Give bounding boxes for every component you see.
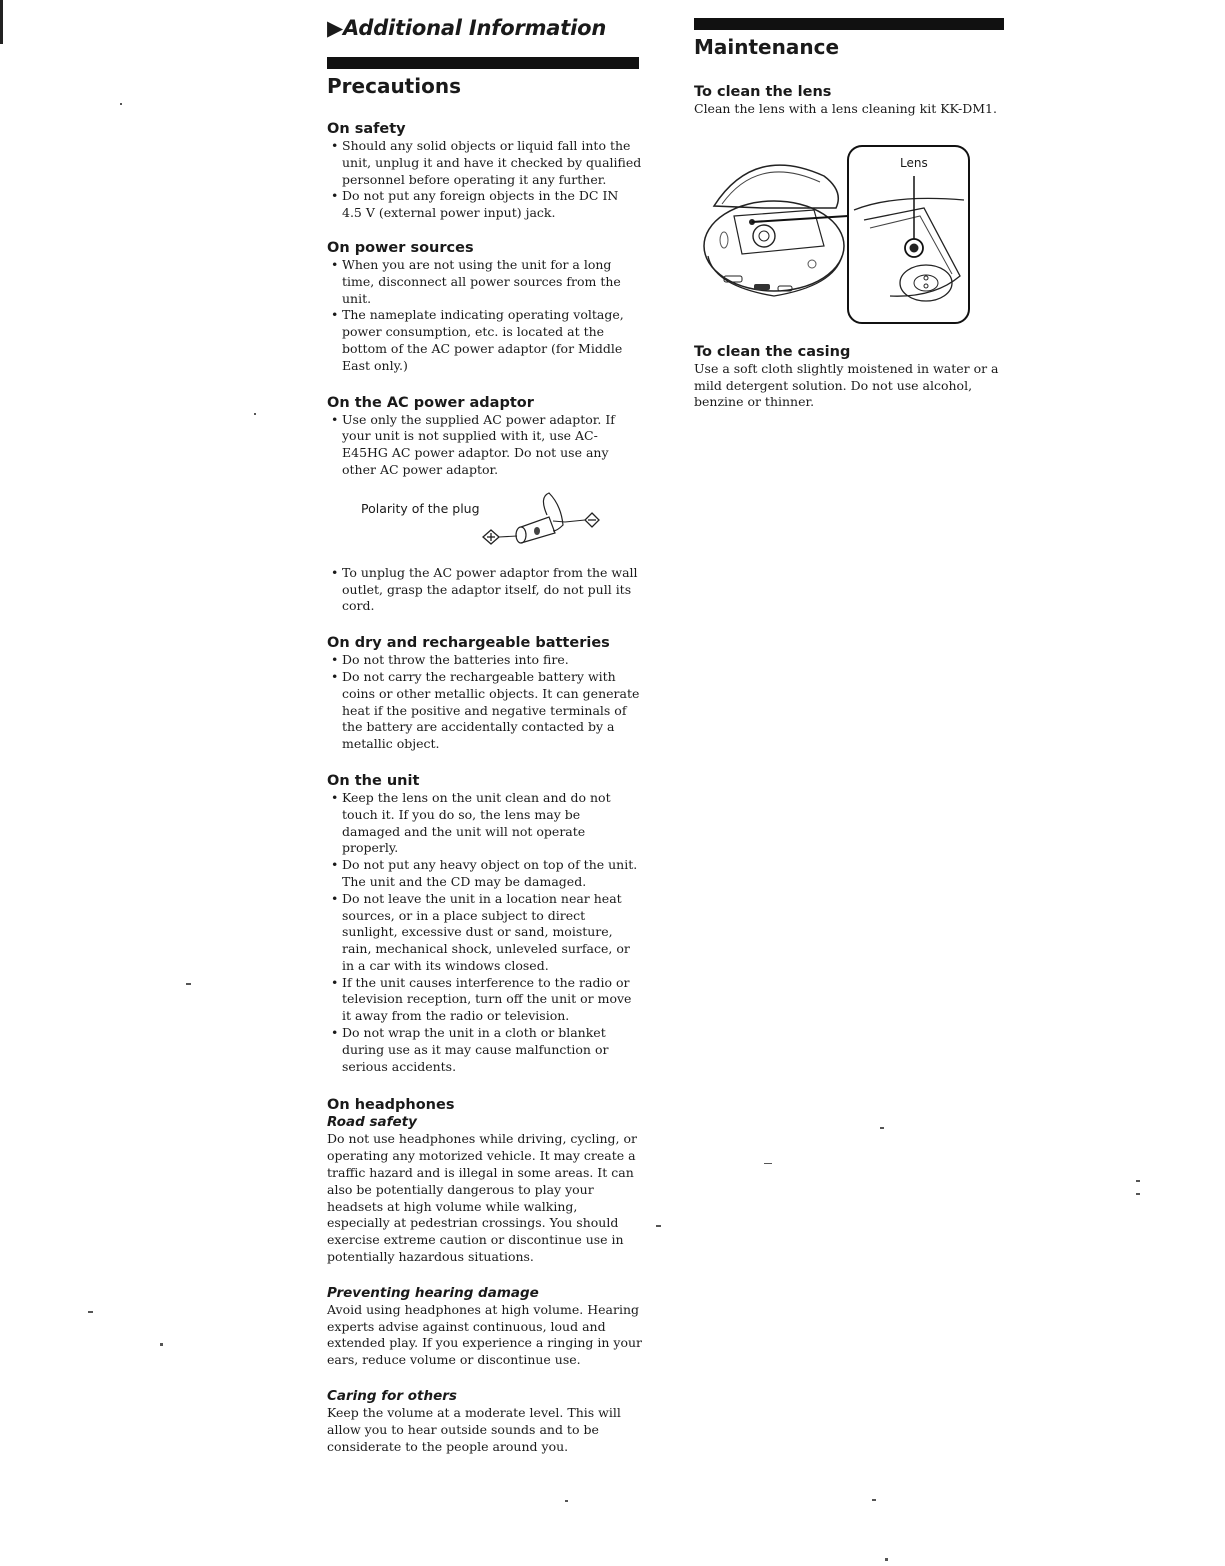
list-item: • If the unit causes interference to the radio or television reception, turn off the unit or move it away from the radio or television. <box>327 975 642 1025</box>
list-item: • Do not carry the rechargeable battery with coins or other metallic objects. It can generate heat if the positive and negative terminals of the battery are accidentally contacted by a metallic object. <box>327 669 642 753</box>
heading-rule <box>327 57 639 69</box>
page-heading-maintenance: Maintenance <box>694 35 840 59</box>
bullet-list <box>327 138 642 222</box>
list-item: • The nameplate indicating operating voltage, power consumption, etc. is located at the bottom of the AC power adaptor (for Middle East only.) <box>327 307 642 374</box>
bullet-list <box>327 565 642 615</box>
scan-speck <box>120 103 122 105</box>
section-heading: To clean the lens <box>694 84 832 100</box>
bullet-list <box>327 412 642 479</box>
list-item: • Should any solid objects or liquid fall into the unit, unplug it and have it checked by qualified personnel before operating it any further. <box>327 138 642 188</box>
clean-lens-text: Clean the lens with a lens cleaning kit KK-DM1. <box>694 101 997 116</box>
scan-speck <box>1136 1193 1140 1195</box>
bullet-list <box>327 257 642 375</box>
list-item: • To unplug the AC power adaptor from the wall outlet, grasp the adaptor itself, do not pull its cord. <box>327 565 642 615</box>
section-heading: On the AC power adaptor <box>327 394 534 411</box>
scan-speck <box>1136 1180 1140 1182</box>
section-heading: On headphones <box>327 1097 455 1114</box>
list-item: • Do not wrap the unit in a cloth or blanket during use as it may cause malfunction or serious accidents. <box>327 1025 642 1075</box>
scan-speck <box>88 1311 93 1313</box>
scan-speck <box>764 1163 772 1164</box>
section-on-power-sources <box>327 239 642 375</box>
precautions-column <box>327 14 642 1455</box>
list-item: • Do not leave the unit in a location near heat sources, or in a place subject to direct sunlight, excessive dust or sand, moisture, rain, mechanical shock, unleveled surface, or in a car with its windows closed. <box>327 891 642 975</box>
hearing-damage-text: Avoid using headphones at high volume. Hearing experts advise against continuous, loud and extended play. If you experience a ringing in your ears, reduce volume or discontinue use. <box>327 1301 642 1368</box>
bullet-list <box>327 652 642 753</box>
list-item: • Keep the lens on the unit clean and do not touch it. If you do so, the lens may be damaged and the unit will not operate properly. <box>327 790 642 857</box>
caring-for-others-text: Keep the volume at a moderate level. This will allow you to hear outside sounds and to be considerate to the people around you. <box>327 1405 621 1454</box>
list-item: • Use only the supplied AC power adaptor. If your unit is not supplied with it, use AC-E45HG AC power adaptor. Do not use any other AC power adaptor. <box>327 412 642 479</box>
scan-speck <box>254 413 256 415</box>
heading-rule <box>694 18 1004 30</box>
section-heading: On the unit <box>327 772 420 789</box>
list-item: • Do not put any foreign objects in the DC IN 4.5 V (external power input) jack. <box>327 188 642 222</box>
polarity-figure <box>327 491 642 565</box>
subsection-heading: Road safety <box>327 1114 417 1131</box>
subsection-heading: Preventing hearing damage <box>327 1284 539 1301</box>
list-item: • When you are not using the unit for a long time, disconnect all power sources from the unit. <box>327 257 642 307</box>
scan-speck <box>565 1500 568 1502</box>
lens-figure <box>694 136 984 326</box>
section-heading: On safety <box>327 121 406 137</box>
section-heading: On dry and rechargeable batteries <box>327 635 610 652</box>
section-title: ▶Additional Information <box>327 16 607 40</box>
section-heading: On power sources <box>327 239 474 256</box>
section-on-headphones <box>327 1096 642 1455</box>
clean-casing-text: Use a soft cloth slightly moistened in water or a mild detergent solution. Do not use alcohol, benzine or thinner. <box>694 360 999 410</box>
scan-edge-mark <box>0 0 3 44</box>
section-clean-lens <box>694 83 1004 118</box>
section-on-safety <box>327 120 642 222</box>
scan-speck <box>186 983 191 985</box>
subsection-heading: Caring for others <box>327 1388 457 1405</box>
scan-speck <box>656 1225 661 1227</box>
list-item: • Do not put any heavy object on top of the unit. The unit and the CD may be damaged. <box>327 857 642 891</box>
scan-speck <box>160 1343 163 1346</box>
section-on-the-unit <box>327 772 642 1076</box>
section-ac-power-adaptor <box>327 394 642 616</box>
maintenance-column <box>694 18 1004 411</box>
section-heading: To clean the casing <box>694 343 851 360</box>
list-item: • Do not throw the batteries into fire. <box>327 652 642 669</box>
figure-label: Polarity of the plug <box>361 500 480 516</box>
road-safety-text: Do not use headphones while driving, cycling, or operating any motorized vehicle. It may create a traffic hazard and is illegal in some areas. It can also be potentially dangerous to play your headsets at high volume while walking, especially at pedestrian crossings. You should exercise extreme caution or discontinue use in potentially hazardous situations. <box>327 1131 637 1265</box>
bullet-list <box>327 790 642 1076</box>
section-clean-casing <box>694 343 1004 411</box>
figure-label: Lens <box>900 155 928 170</box>
scan-speck <box>872 1499 876 1501</box>
section-batteries <box>327 634 642 753</box>
scan-speck <box>885 1558 888 1561</box>
cd-player-lens-illustration <box>694 136 984 326</box>
scan-speck <box>880 1127 884 1129</box>
page-heading-precautions: Precautions <box>327 74 461 98</box>
polarity-plug-icon <box>477 491 607 557</box>
